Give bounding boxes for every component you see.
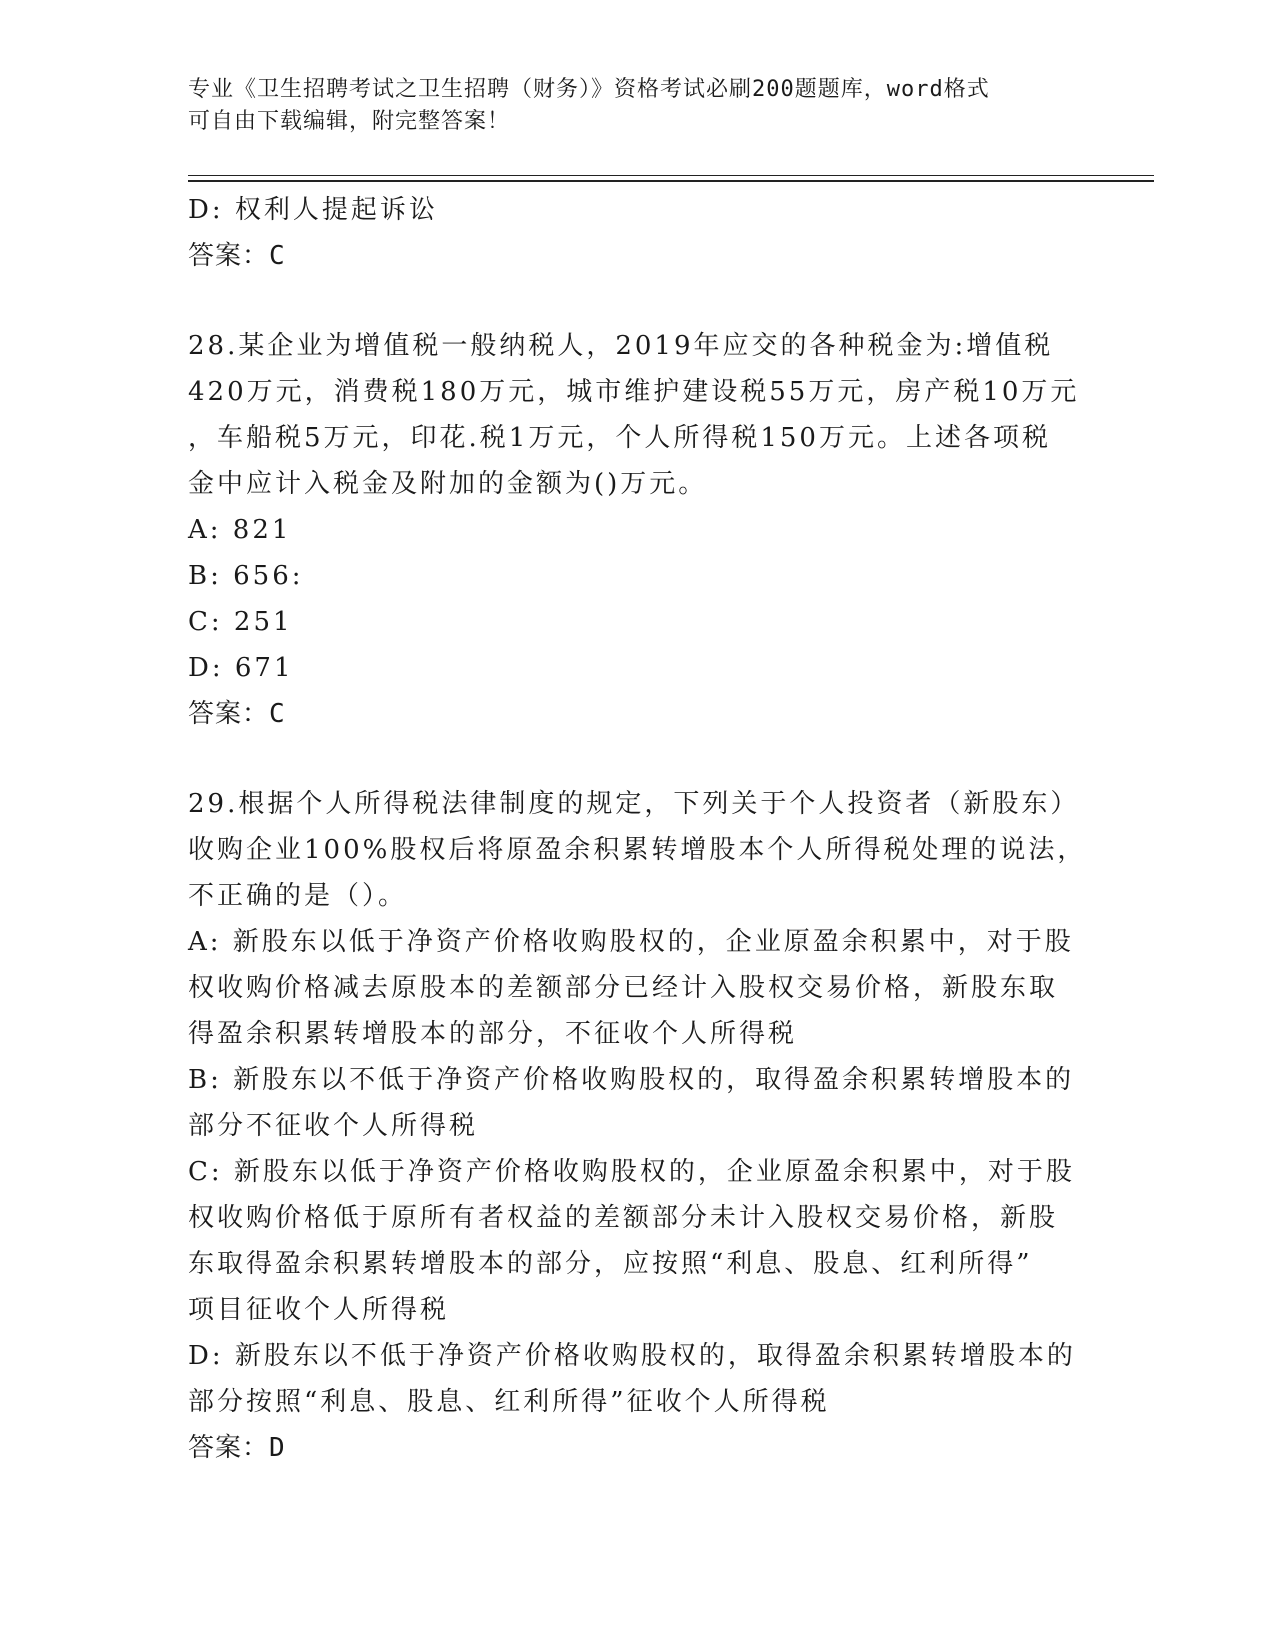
question-28 — [188, 323, 1088, 737]
question-28-stem-line: 金中应计入税金及附加的金额为()万元。 — [188, 469, 708, 499]
question-29-stem-line: 收购企业100%股权后将原盈余积累转增股本个人所得税处理的说法， — [188, 835, 1087, 865]
question-29-option-c-line: 项目征收个人所得税 — [188, 1295, 450, 1325]
prev-question-answer: 答案：C — [188, 241, 286, 271]
question-28-option-c: C: 251 — [188, 607, 293, 637]
header-title-line-2: 可自由下载编辑，附完整答案！ — [188, 109, 511, 134]
header-divider-thin — [188, 175, 1154, 176]
question-29-stem-line: 不正确的是（）。 — [188, 881, 408, 911]
question-29-option-d-line: 部分按照“利息、股息、红利所得”征收个人所得税 — [188, 1387, 830, 1417]
question-29-option-c-line: 权收购价格低于原所有者权益的差额部分未计入股权交易价格，新股 — [188, 1203, 1059, 1233]
question-29-option-a-line: 得盈余积累转增股本的部分，不征收个人所得税 — [188, 1019, 798, 1049]
question-29-answer: 答案：D — [188, 1433, 286, 1463]
question-28-stem-line: 420万元，消费税180万元，城市维护建设税55万元，房产税10万元 — [188, 377, 1080, 407]
question-29-stem-line: 29.根据个人所得税法律制度的规定，下列关于个人投资者（新股东） — [188, 789, 1080, 819]
spacer — [188, 737, 1088, 781]
question-29-option-d-line: D: 新股东以不低于净资产价格收购股权的，取得盈余积累转增股本的 — [188, 1341, 1076, 1371]
header-title-line-1: 专业《卫生招聘考试之卫生招聘（财务）》资格考试必刷200题题库，word格式 — [188, 77, 990, 102]
question-28-option-d: D: 671 — [188, 653, 294, 683]
question-29-option-b-line: 部分不征收个人所得税 — [188, 1111, 479, 1141]
question-28-stem-line: 28.某企业为增值税一般纳税人，2019年应交的各种税金为:增值税 — [188, 331, 1054, 361]
document-body — [188, 187, 1088, 1471]
question-29 — [188, 781, 1088, 1471]
header-divider-thick — [188, 180, 1154, 182]
question-29-option-c-line: 东取得盈余积累转增股本的部分，应按照“利息、股息、红利所得” — [188, 1249, 1033, 1279]
question-28-option-a: A: 821 — [188, 515, 292, 545]
question-28-option-b: B: 656: — [188, 561, 304, 591]
question-29-option-a-line: 权收购价格减去原股本的差额部分已经计入股权交易价格，新股东取 — [188, 973, 1059, 1003]
question-29-option-b-line: B: 新股东以不低于净资产价格收购股权的，取得盈余积累转增股本的 — [188, 1065, 1075, 1095]
question-29-option-a-line: A: 新股东以低于净资产价格收购股权的，企业原盈余积累中，对于股 — [188, 927, 1074, 957]
spacer — [188, 279, 1088, 323]
question-28-answer: 答案：C — [188, 699, 286, 729]
question-28-stem-line: ，车船税5万元，印花.税1万元，个人所得税150万元。上述各项税 — [188, 423, 1051, 453]
page-header — [188, 74, 1068, 138]
question-29-option-c-line: C: 新股东以低于净资产价格收购股权的，企业原盈余积累中，对于股 — [188, 1157, 1075, 1187]
prev-question-option-d: D: 权利人提起诉讼 — [188, 195, 438, 225]
